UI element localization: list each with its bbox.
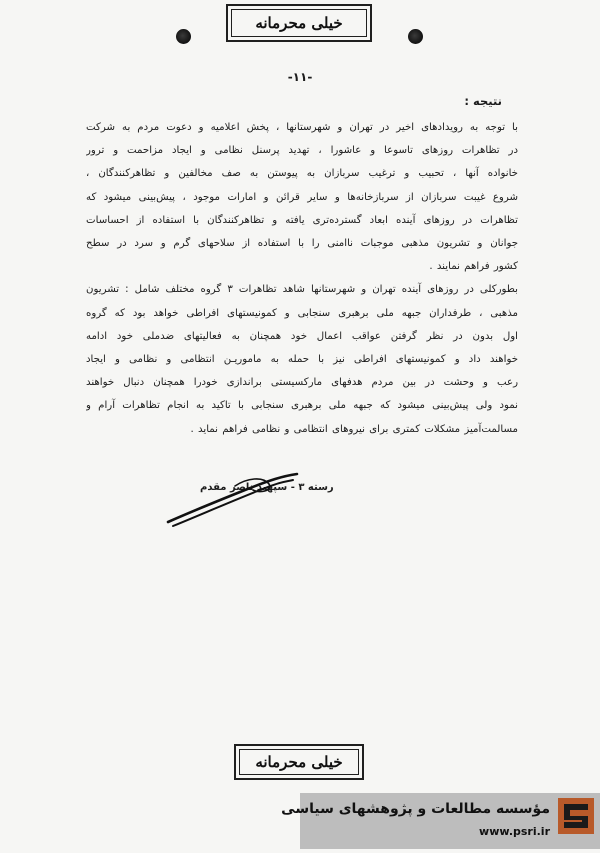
- body-line: در تظاهرات روزهای تاسوعا و عاشورا ، تهدید پرسنل نظامی و ایجاد مزاحمت و ترور: [86, 145, 518, 157]
- handwritten-signature: [165, 470, 305, 530]
- section-heading: نتیجه :: [464, 94, 502, 108]
- institute-footer: [281, 793, 600, 849]
- document-body: [86, 116, 518, 441]
- institute-logo-icon: [558, 798, 594, 834]
- page-number: -۱۱-: [287, 70, 313, 84]
- body-line: با توجه به رویدادهای اخیر در تهران و شهرستانها ، پخش اعلامیه و دعوت مردم به شرکت: [86, 122, 518, 133]
- signature-text: رسته ۳ - سپهبد ناصر مقدم: [200, 482, 334, 493]
- body-line: نمود ولی پیش‌بینی میشود که جبهه ملی برهبری سنجابی با تاکید به انجام تظاهرات آرام و: [86, 400, 518, 412]
- body-line: رعب و وحشت در بین مردم هدفهای مارکسیستی براندازی خودرا همچنان دنبال خواهند: [86, 377, 518, 389]
- institute-url[interactable]: www.psri.ir: [479, 825, 550, 838]
- body-line: اول بدون در نظر گرفتن عواقب اعمال خود همچنان به فعالیتهای ضدملی خود ادامه: [86, 330, 518, 342]
- body-line: تظاهرات در روزهای آینده ابعاد گسترده‌تری یافته و تظاهرکنندگان با استفاده از احساسات: [86, 214, 518, 226]
- body-line: بطورکلی در روزهای آینده تهران و شهرستانها شاهد تظاهرات ۳ گروه مختلف شامل : تشریون: [86, 284, 518, 296]
- body-line: مسالمت‌آمیز مشکلات کمتری برای نیروهای انتظامی و نظامی فراهم نماید .: [190, 423, 518, 435]
- body-line: کشور فراهم نمایند .: [429, 261, 518, 273]
- institute-title: مؤسسه مطالعات و پژوهشهای سیاسی: [281, 801, 550, 817]
- body-line: شروع غیبت سربازان از سربازخانه‌ها و سایر قرائن و امارات موجود ، پیش‌بینی میشود که: [86, 191, 518, 203]
- stamp-top-label: خیلی محرمانه: [255, 14, 343, 32]
- classification-stamp-top: [226, 4, 372, 42]
- classification-stamp-bottom: [234, 744, 364, 780]
- stamp-bottom-label: خیلی محرمانه: [255, 753, 343, 771]
- punch-hole-right: [408, 29, 423, 44]
- body-line: خانواده آنها ، تحبیب و ترغیب سربازان به پیوستن به صف مخالفین و تظاهرکنندگان ،: [86, 168, 518, 180]
- body-line: خواهند داد و کمونیستهای افراطی نیز با حمله به ماموریـن انتظامی و نظامی و ایجاد: [86, 354, 518, 366]
- punch-hole-left: [176, 29, 191, 44]
- body-line: جوانان و تشریون مذهبی موجبات ناامنی را با استفاده از سلاحهای گرم و سرد در سطح: [86, 238, 518, 250]
- body-line: مذهبی ، طرفداران جبهه ملی برهبری سنجابی و کمونیستهای افراطی خواهد بود که گروه: [86, 307, 518, 319]
